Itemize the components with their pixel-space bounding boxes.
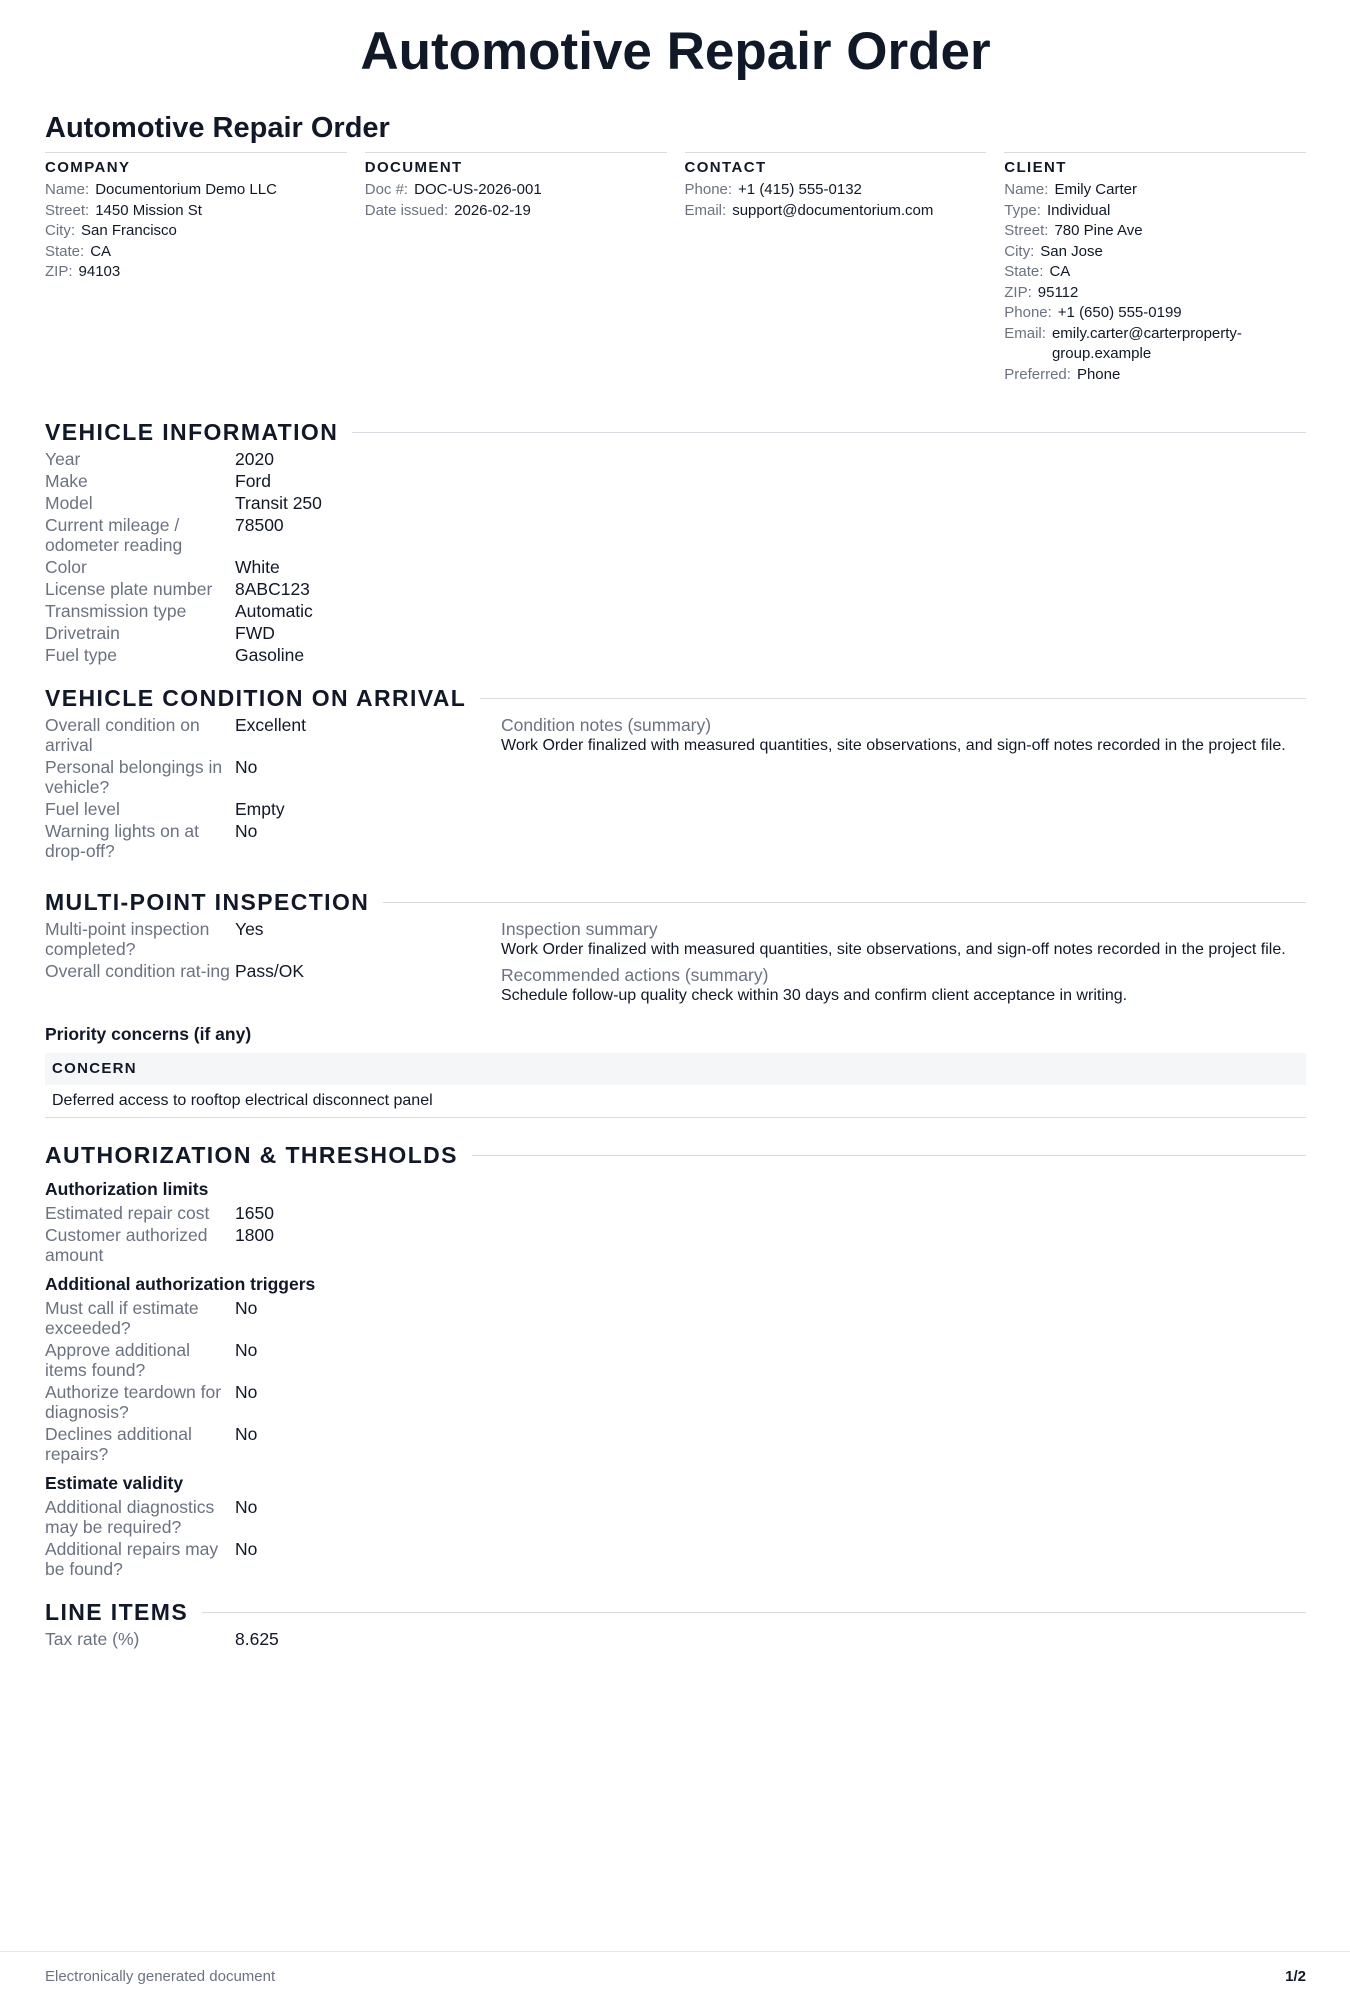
vehicle-section-header: [45, 417, 1306, 447]
concerns-table-body: [45, 1085, 1306, 1118]
field-label: Additional repairs may be found?: [45, 1539, 219, 1579]
authorization-limits-heading: Authorization limits: [45, 1179, 209, 1199]
authorization-trigger-row: [45, 1298, 485, 1338]
field-label: Email:: [684, 201, 727, 219]
client-heading: CLIENT: [1004, 159, 1067, 176]
client-field-row: [1004, 221, 1306, 242]
vehicle-fields: [45, 449, 485, 665]
concerns-table: [45, 1053, 1306, 1118]
recommended-actions-value: Schedule follow-up quality check within 30 days and confirm client acceptance in writing.: [501, 987, 1128, 1004]
vehicle-field-row: [45, 449, 485, 469]
field-label: Email:: [1004, 324, 1046, 342]
table-row: [45, 1085, 1306, 1118]
client-field-row: [1004, 283, 1306, 304]
field-label: Personal belongings in vehicle?: [45, 757, 223, 797]
document-fields: [365, 180, 667, 221]
field-label: Street:: [45, 201, 90, 219]
contact-field-row: [685, 201, 987, 222]
field-label: Preferred:: [1004, 365, 1071, 383]
field-value: 1800: [235, 1225, 274, 1245]
field-label: Current mileage / odometer reading: [45, 515, 183, 555]
field-value: DOC-US-2026-001: [414, 181, 542, 198]
field-label: Name:: [45, 181, 90, 198]
vehicle-field-row: [45, 493, 485, 513]
company-fields: [45, 180, 347, 283]
line-items-section-header: [45, 1597, 1306, 1627]
field-value: Emily Carter: [1054, 181, 1137, 198]
field-label: Tax rate (%): [45, 1629, 140, 1649]
field-value: support@documentorium.com: [732, 201, 934, 219]
field-label: ZIP:: [45, 263, 73, 280]
condition-field-row: [45, 799, 501, 819]
condition-notes-label: Condition notes (summary): [501, 715, 712, 735]
field-value: No: [235, 821, 258, 841]
field-label: State:: [1004, 263, 1044, 280]
authorization-limits-fields: [45, 1203, 485, 1265]
field-label: Date issued:: [364, 201, 449, 219]
document-column: [365, 152, 667, 385]
field-label: Phone:: [1004, 304, 1052, 321]
concern-cell: Deferred access to rooftop electrical disconnect panel: [45, 1085, 1306, 1118]
client-field-row: [1004, 324, 1306, 365]
vehicle-section-title: VEHICLE INFORMATION: [45, 419, 339, 445]
field-value: Empty: [235, 799, 285, 819]
column-header-concern: CONCERN: [45, 1053, 1306, 1085]
inspection-summary-value: Work Order finalized with measured quantities, site observations, and sign-off notes recorded in the project file.: [501, 941, 1286, 958]
priority-concerns-heading: Priority concerns (if any): [45, 1024, 252, 1044]
field-value: San Francisco: [81, 222, 177, 239]
field-label: Phone:: [684, 181, 733, 198]
line-items-fields: [45, 1629, 485, 1649]
field-label: Year: [45, 449, 81, 469]
inspection-field-row: [45, 919, 501, 959]
field-label: Approve additional items found?: [45, 1340, 190, 1380]
condition-notes: [501, 715, 1306, 863]
estimate-validity-fields: [45, 1497, 485, 1579]
condition-field-row: [45, 821, 501, 861]
field-value: 780 Pine Ave: [1054, 222, 1143, 239]
field-value: 8ABC123: [235, 579, 310, 599]
condition-section-header: [45, 683, 1306, 713]
line-item-field-row: [45, 1629, 485, 1649]
field-label: License plate number: [45, 579, 213, 599]
vehicle-field-row: [45, 579, 485, 599]
client-field-row: [1004, 242, 1306, 263]
field-label: Street:: [1004, 222, 1049, 239]
estimate-validity-row: [45, 1497, 485, 1537]
field-label: Warning lights on at drop-off?: [45, 821, 200, 861]
contact-field-row: [685, 180, 987, 201]
vehicle-field-row: [45, 471, 485, 491]
field-value: CA: [1049, 263, 1071, 280]
authorization-section-header: [45, 1140, 1306, 1170]
field-label: Doc #:: [364, 181, 409, 198]
field-value: No: [235, 1424, 258, 1444]
inspection-section: [45, 887, 1306, 1118]
client-column: [1004, 152, 1306, 385]
field-value: 2020: [235, 449, 274, 469]
authorization-trigger-row: [45, 1382, 485, 1422]
field-label: ZIP:: [1004, 283, 1032, 301]
vehicle-field-row: [45, 623, 485, 643]
condition-field-row: [45, 757, 501, 797]
page-number: 1/2: [1285, 1968, 1306, 1985]
field-value: No: [235, 757, 258, 777]
authorization-triggers-fields: [45, 1298, 485, 1464]
field-label: Customer authorized amount: [45, 1225, 208, 1265]
field-value: No: [235, 1298, 258, 1318]
authorization-section: [45, 1140, 1306, 1579]
field-label: Transmission type: [45, 601, 187, 621]
field-value: Individual: [1046, 201, 1111, 219]
inspection-fields: [45, 919, 501, 1005]
field-value: 8.625: [235, 1629, 279, 1649]
field-value: No: [235, 1497, 258, 1517]
page-footer: [0, 1951, 1350, 1985]
inspection-field-row: [45, 961, 501, 981]
inspection-body: [45, 919, 1306, 1005]
estimate-validity-row: [45, 1539, 485, 1579]
field-value: Excellent: [235, 715, 307, 735]
field-value: San Jose: [1040, 242, 1103, 260]
company-field-row: [45, 180, 347, 201]
field-value: CA: [90, 242, 112, 260]
footer-note: Electronically generated document: [45, 1968, 276, 1985]
company-field-row: [45, 221, 347, 242]
company-column: [45, 152, 347, 385]
document-field-row: [365, 201, 667, 222]
inspection-section-header: [45, 887, 1306, 917]
field-label: Authorize teardown for diagnosis?: [45, 1382, 222, 1422]
section-divider: [202, 1612, 1306, 1613]
company-field-row: [45, 262, 347, 283]
field-label: Overall condition rat-ing: [45, 961, 230, 981]
inspection-section-title: MULTI-POINT INSPECTION: [45, 889, 370, 915]
condition-notes-value: Work Order finalized with measured quantities, site observations, and sign-off notes recorded in the project file.: [501, 737, 1286, 754]
condition-section: [45, 683, 1306, 863]
company-field-row: [45, 201, 347, 222]
authorization-limit-row: [45, 1225, 485, 1265]
field-label: Make: [45, 471, 88, 491]
recommended-actions-label: Recommended actions (summary): [501, 965, 769, 985]
contact-fields: [685, 180, 987, 221]
header-block: [45, 152, 1306, 385]
field-value: Transit 250: [235, 493, 322, 513]
authorization-trigger-row: [45, 1340, 485, 1380]
field-label: Declines additional repairs?: [45, 1424, 192, 1464]
field-label: Type:: [1004, 201, 1041, 219]
field-value: Ford: [235, 471, 271, 491]
field-value: 1650: [235, 1203, 274, 1223]
field-value: Documentorium Demo LLC: [95, 181, 277, 198]
company-heading: COMPANY: [45, 159, 131, 176]
table-header-row: [45, 1053, 1306, 1085]
client-field-row: [1004, 201, 1306, 222]
field-value: FWD: [235, 623, 275, 643]
vehicle-field-row: [45, 645, 485, 665]
authorization-section-title: AUTHORIZATION & THRESHOLDS: [45, 1142, 458, 1168]
authorization-limit-row: [45, 1203, 485, 1223]
field-label: City:: [45, 222, 75, 239]
client-fields: [1004, 180, 1306, 385]
section-divider: [383, 902, 1306, 903]
field-value: 95112: [1037, 283, 1079, 301]
vehicle-field-row: [45, 515, 485, 555]
field-value: 94103: [78, 263, 121, 280]
document-heading: DOCUMENT: [364, 159, 463, 176]
field-label: Fuel type: [45, 645, 117, 665]
authorization-triggers-heading: Additional authorization triggers: [45, 1274, 316, 1294]
field-label: City:: [1004, 242, 1035, 260]
client-field-row: [1004, 303, 1306, 324]
field-value: 2026-02-19: [454, 201, 531, 219]
vehicle-field-row: [45, 601, 485, 621]
inspection-notes: [501, 919, 1306, 1005]
section-divider: [472, 1155, 1306, 1156]
authorization-trigger-row: [45, 1424, 485, 1464]
vehicle-field-row: [45, 557, 485, 577]
field-value: Automatic: [235, 601, 313, 621]
page-title: Automotive Repair Order: [360, 22, 991, 81]
field-value: Phone: [1076, 365, 1121, 383]
document-page: [45, 0, 1306, 1651]
line-items-section-title: LINE ITEMS: [45, 1599, 189, 1625]
field-value: No: [235, 1382, 258, 1402]
document-field-row: [365, 180, 667, 201]
section-divider: [480, 698, 1306, 699]
client-field-row: [1004, 262, 1306, 283]
line-items-section: [45, 1597, 1306, 1649]
contact-heading: CONTACT: [684, 159, 767, 176]
contact-column: [685, 152, 987, 385]
field-label: Color: [45, 557, 87, 577]
field-value: Gasoline: [235, 645, 305, 665]
field-label: State:: [45, 242, 85, 260]
field-label: Multi-point inspection completed?: [45, 919, 210, 959]
field-label: Fuel level: [45, 799, 120, 819]
field-value: +1 (650) 555-0199: [1057, 304, 1182, 321]
condition-body: [45, 715, 1306, 863]
field-value: White: [235, 557, 280, 577]
document-subtitle: Automotive Repair Order: [45, 112, 390, 144]
condition-section-title: VEHICLE CONDITION ON ARRIVAL: [45, 685, 467, 711]
condition-field-row: [45, 715, 501, 755]
field-value: emily.carter@carterproperty-group.example: [1051, 324, 1242, 362]
field-label: Model: [45, 493, 93, 513]
field-label: Must call if estimate exceeded?: [45, 1298, 199, 1338]
field-value: 1450 Mission St: [95, 201, 202, 219]
client-field-row: [1004, 365, 1306, 386]
field-label: Name:: [1004, 181, 1049, 198]
field-value: Yes: [235, 919, 264, 939]
client-field-row: [1004, 180, 1306, 201]
field-label: Additional diagnostics may be required?: [45, 1497, 215, 1537]
field-value: No: [235, 1539, 258, 1559]
field-label: Estimated repair cost: [45, 1203, 210, 1223]
field-label: Drivetrain: [45, 623, 120, 643]
inspection-summary-label: Inspection summary: [501, 919, 658, 939]
estimate-validity-heading: Estimate validity: [45, 1473, 184, 1493]
field-value: 78500: [235, 515, 284, 535]
field-value: No: [235, 1340, 258, 1360]
vehicle-section: [45, 417, 1306, 665]
section-divider: [352, 432, 1306, 433]
condition-fields: [45, 715, 501, 863]
field-value: Pass/OK: [235, 961, 305, 981]
company-field-row: [45, 242, 347, 263]
field-value: +1 (415) 555-0132: [738, 181, 862, 198]
field-label: Overall condition on arrival: [45, 715, 200, 755]
